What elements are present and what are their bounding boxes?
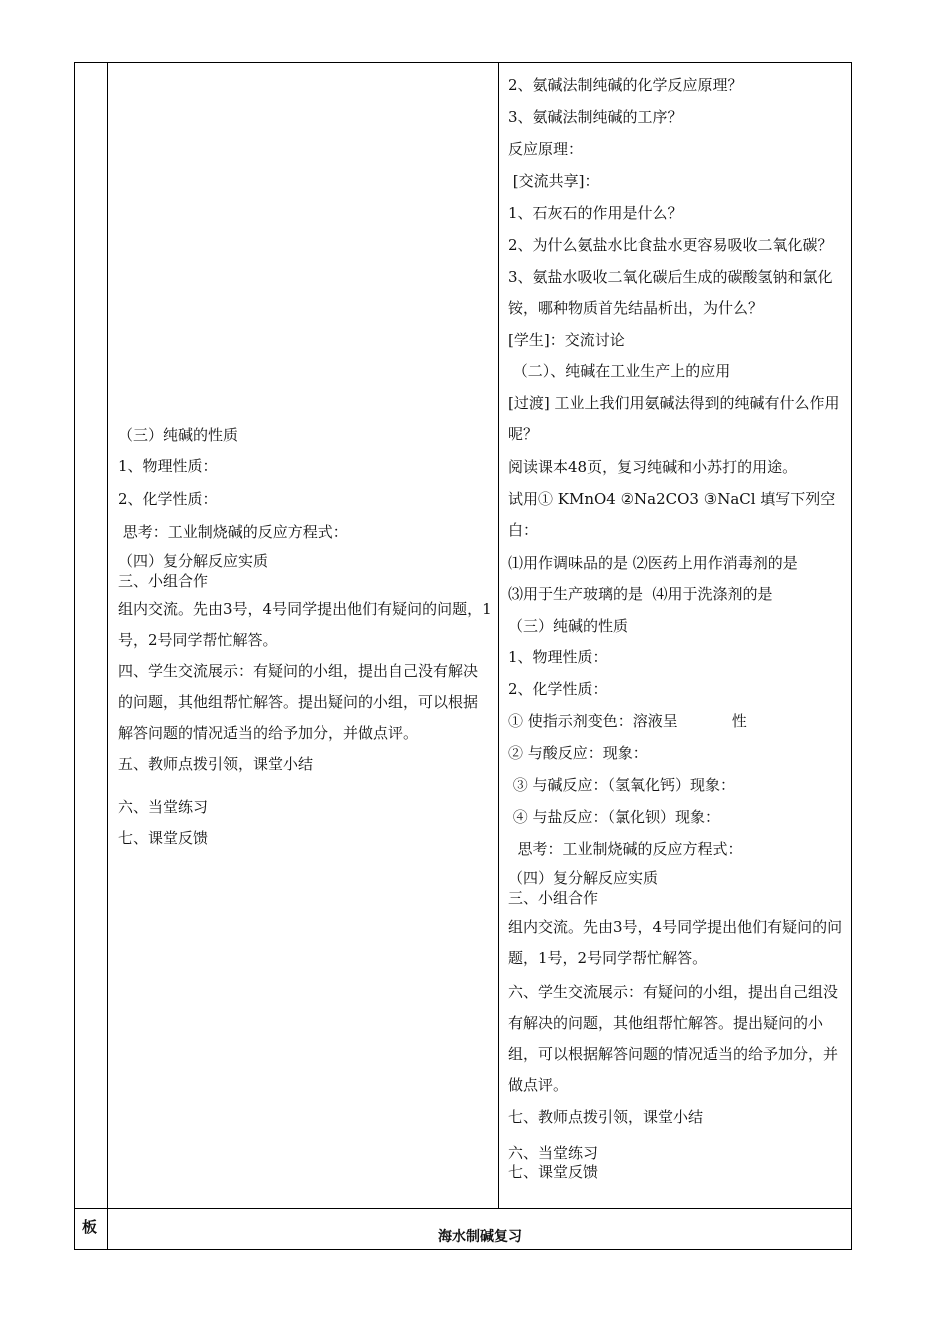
text-line: （三）纯碱的性质 xyxy=(118,426,239,444)
text-line: 六、当堂练习 xyxy=(508,1144,599,1162)
board-title: 海水制碱复习 xyxy=(438,1229,522,1245)
text-line: ⑴用作调味品的是 ⑵医药上用作消毒剂的是 xyxy=(508,554,798,572)
text-line: （二）、纯碱在工业生产上的应用 xyxy=(508,362,731,380)
table-divider xyxy=(74,1208,852,1209)
text-paragraph: 六、学生交流展示：有疑问的小组，提出自己组没有解决的问题，其他组帮忙解答。提出疑问的小组，可以根据解答问题的情况适当的给予加分，并做点评。 xyxy=(508,983,839,1094)
text-line: 七、教师点拨引领，课堂小结 xyxy=(508,1108,704,1126)
text-line: （四）复分解反应实质 xyxy=(508,869,659,887)
text-paragraph: 试用① KMnO4 ②Na2CO3 ③NaCl 填写下列空白： xyxy=(508,490,836,539)
text-line: ② 与酸反应：现象： xyxy=(508,744,648,762)
text-line: 2、氨碱法制纯碱的化学反应原理？ xyxy=(508,76,743,94)
text-line: 七、课堂反馈 xyxy=(118,829,209,847)
text-line: ④ 与盐反应：（氯化钡）现象： xyxy=(508,808,721,826)
text-paragraph: 组内交流。先由3号，4号同学提出他们有疑问的问题，1号，2号同学帮忙解答。 xyxy=(508,918,843,967)
text-paragraph: [过渡] 工业上我们用氨碱法得到的纯碱有什么作用呢？ xyxy=(508,394,840,443)
text-paragraph: 3、氨盐水吸收二氧化碳后生成的碳酸氢钠和氯化铵，哪种物质首先结晶析出，为什么？ xyxy=(508,268,833,317)
text-paragraph: 四、学生交流展示：有疑问的小组，提出自己没有解决的问题，其他组帮忙解答。提出疑问的小组，可以根据解答问题的情况适当的给予加分，并做点评。 xyxy=(118,662,479,742)
table-divider xyxy=(107,62,108,1250)
text-line: （三）纯碱的性质 xyxy=(508,617,629,635)
text-line: 性 xyxy=(731,712,747,730)
indicator-line xyxy=(508,706,846,737)
text-line: ① 使指示剂变色：溶液呈 xyxy=(508,712,678,730)
text-line: 五、教师点拨引领，课堂小结 xyxy=(118,755,314,773)
middle-column xyxy=(118,420,492,854)
text-line: 1、石灰石的作用是什么？ xyxy=(508,204,683,222)
text-line: 2、化学性质： xyxy=(118,490,218,508)
text-line: ③ 与碱反应：（氢氧化钙）现象： xyxy=(508,776,736,794)
text-line: 思考：工业制烧碱的反应方程式： xyxy=(118,523,348,541)
right-column xyxy=(508,70,846,1182)
text-line: 思考：工业制烧碱的反应方程式： xyxy=(508,840,743,858)
text-paragraph: 2、为什么氨盐水比食盐水更容易吸收二氧化碳？ xyxy=(508,236,833,254)
text-line: ⑶用于生产玻璃的是 ⑷用于洗涤剂的是 xyxy=(508,585,773,603)
text-line: 六、当堂练习 xyxy=(118,798,209,816)
text-line: [学生]：交流讨论 xyxy=(508,331,625,349)
board-label: 板 xyxy=(82,1218,98,1236)
text-line: 1、物理性质： xyxy=(118,457,218,475)
text-line: 反应原理： xyxy=(508,140,584,158)
table-divider xyxy=(498,62,499,1208)
text-line: （四）复分解反应实质 xyxy=(118,552,269,570)
text-line: [交流共享]： xyxy=(508,172,600,190)
text-line: 2、化学性质： xyxy=(508,680,608,698)
text-line: 3、氨碱法制纯碱的工序？ xyxy=(508,108,683,126)
text-line: 三、小组合作 xyxy=(118,572,209,590)
text-line: 1、物理性质： xyxy=(508,648,608,666)
text-line: 七、课堂反馈 xyxy=(508,1163,599,1181)
text-paragraph: 组内交流。先由3号，4号同学提出他们有疑问的问题，1号，2号同学帮忙解答。 xyxy=(118,600,492,649)
text-line: 三、小组合作 xyxy=(508,889,599,907)
text-line: 阅读课本48页，复习纯碱和小苏打的用途。 xyxy=(508,458,798,476)
